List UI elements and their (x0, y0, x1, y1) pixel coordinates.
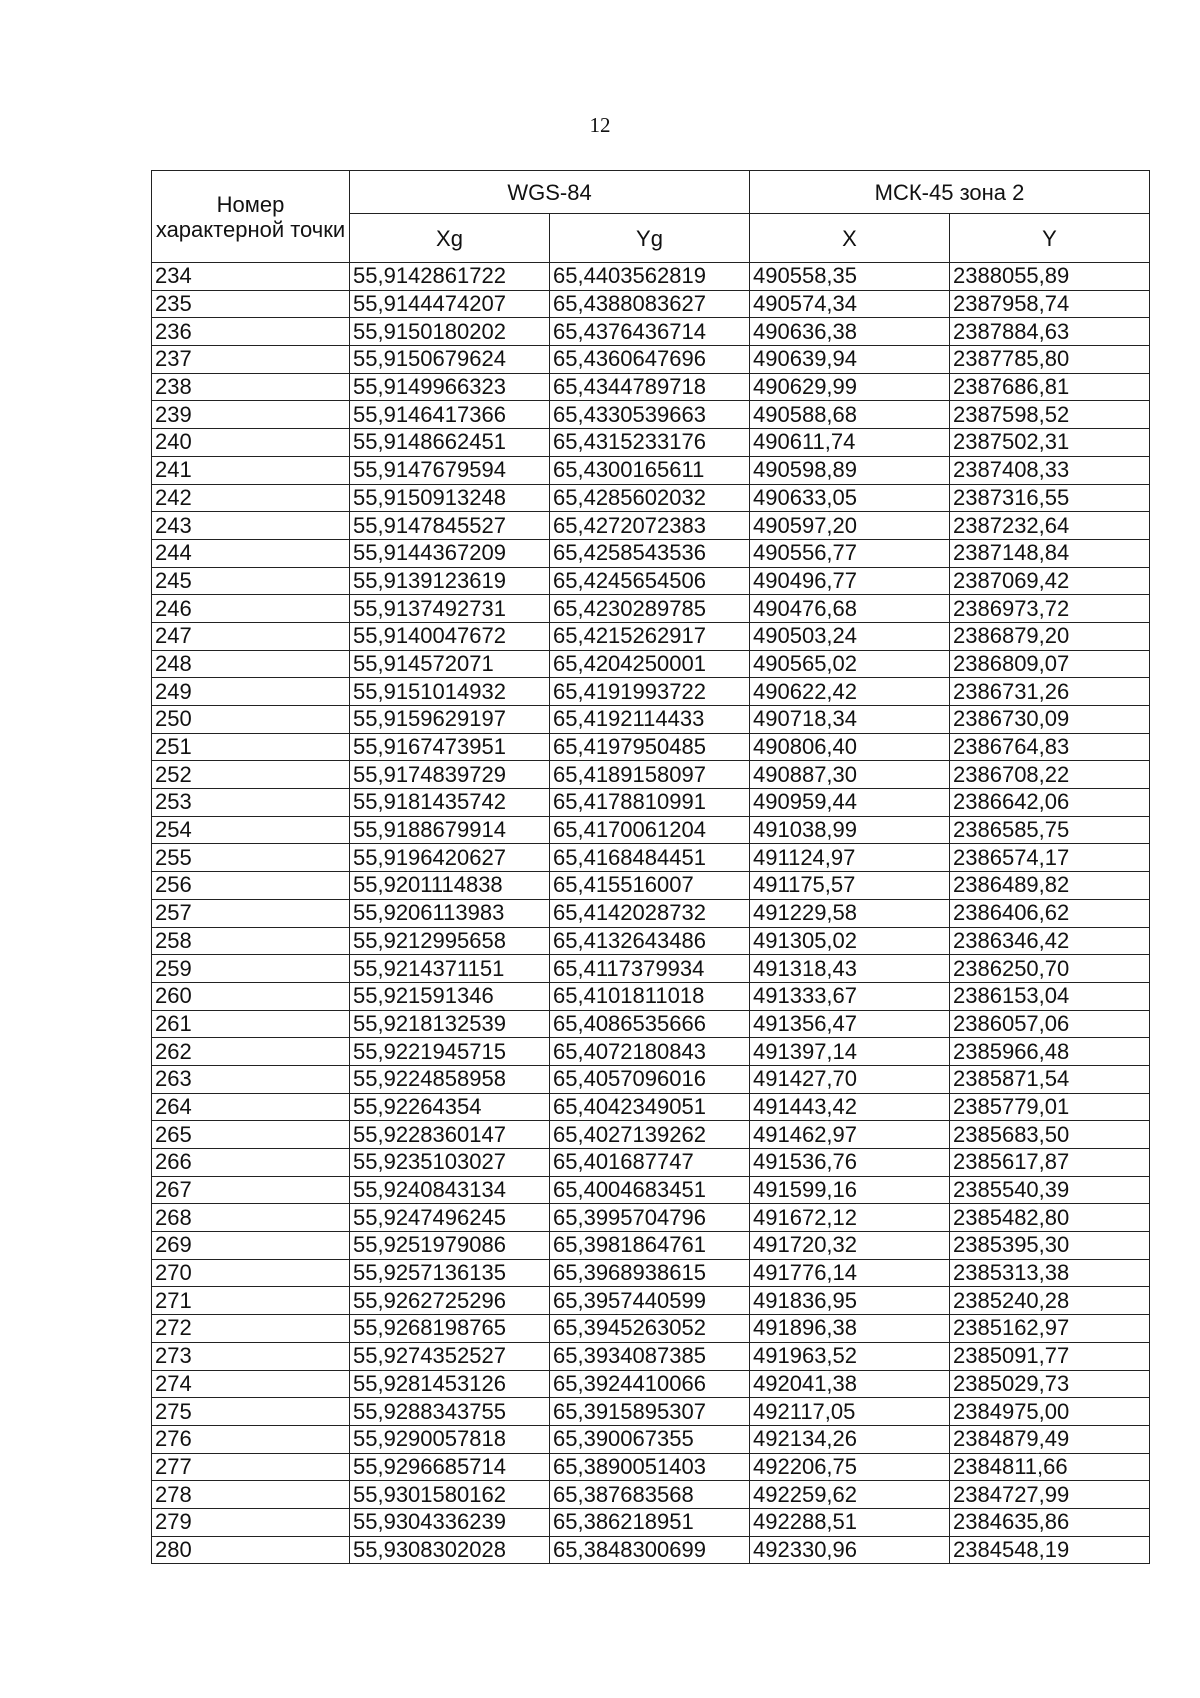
x-cell: 490629,99 (750, 373, 950, 401)
xg-cell: 55,9174839729 (350, 761, 550, 789)
table-row (152, 816, 1150, 844)
y-cell: 2387785,80 (950, 346, 1150, 374)
x-cell: 491175,57 (750, 872, 950, 900)
point-number-cell: 255 (152, 844, 350, 872)
table-row (152, 595, 1150, 623)
yg-cell: 65,4117379934 (550, 955, 750, 983)
yg-cell: 65,4344789718 (550, 373, 750, 401)
y-cell: 2385966,48 (950, 1038, 1150, 1066)
x-cell: 491672,12 (750, 1204, 950, 1232)
point-number-cell: 238 (152, 373, 350, 401)
table-row (152, 1342, 1150, 1370)
xg-cell: 55,9144474207 (350, 290, 550, 318)
table-row (152, 927, 1150, 955)
table-body (152, 263, 1150, 1564)
point-number-cell: 266 (152, 1149, 350, 1177)
yg-cell: 65,4142028732 (550, 899, 750, 927)
x-cell: 491776,14 (750, 1259, 950, 1287)
xg-cell: 55,9151014932 (350, 678, 550, 706)
xg-cell: 55,9281453126 (350, 1370, 550, 1398)
y-cell: 2385540,39 (950, 1176, 1150, 1204)
coordinates-table (151, 170, 1150, 1564)
xg-cell: 55,9228360147 (350, 1121, 550, 1149)
yg-cell: 65,4215262917 (550, 622, 750, 650)
xg-header: Xg (350, 214, 550, 263)
x-cell: 490496,77 (750, 567, 950, 595)
yg-cell: 65,4168484451 (550, 844, 750, 872)
y-cell: 2385871,54 (950, 1065, 1150, 1093)
xg-cell: 55,9140047672 (350, 622, 550, 650)
y-cell: 2385313,38 (950, 1259, 1150, 1287)
yg-cell: 65,4272072383 (550, 512, 750, 540)
point-number-cell: 278 (152, 1481, 350, 1509)
table-row (152, 1259, 1150, 1287)
yg-cell: 65,3934087385 (550, 1342, 750, 1370)
table-row (152, 982, 1150, 1010)
xg-cell: 55,9218132539 (350, 1010, 550, 1038)
table-row (152, 1370, 1150, 1398)
x-cell: 491305,02 (750, 927, 950, 955)
table-row (152, 761, 1150, 789)
y-cell: 2385617,87 (950, 1149, 1150, 1177)
yg-cell: 65,4245654506 (550, 567, 750, 595)
point-number-cell: 249 (152, 678, 350, 706)
point-number-cell: 275 (152, 1398, 350, 1426)
y-cell: 2386973,72 (950, 595, 1150, 623)
table-row (152, 512, 1150, 540)
table-row (152, 484, 1150, 512)
xg-cell: 55,9214371151 (350, 955, 550, 983)
point-number-cell: 264 (152, 1093, 350, 1121)
yg-cell: 65,3924410066 (550, 1370, 750, 1398)
xg-cell: 55,92264354 (350, 1093, 550, 1121)
table-row (152, 844, 1150, 872)
y-cell: 2386250,70 (950, 955, 1150, 983)
table-row (152, 539, 1150, 567)
table-row (152, 1093, 1150, 1121)
point-number-cell: 243 (152, 512, 350, 540)
yg-cell: 65,387683568 (550, 1481, 750, 1509)
xg-cell: 55,9167473951 (350, 733, 550, 761)
x-cell: 492288,51 (750, 1508, 950, 1536)
yg-header: Yg (550, 214, 750, 263)
x-cell: 491229,58 (750, 899, 950, 927)
yg-cell: 65,4042349051 (550, 1093, 750, 1121)
xg-cell: 55,9235103027 (350, 1149, 550, 1177)
yg-cell: 65,4189158097 (550, 761, 750, 789)
xg-cell: 55,921591346 (350, 982, 550, 1010)
y-cell: 2387232,64 (950, 512, 1150, 540)
y-cell: 2386708,22 (950, 761, 1150, 789)
point-number-cell: 271 (152, 1287, 350, 1315)
point-number-cell: 247 (152, 622, 350, 650)
table-row (152, 1453, 1150, 1481)
x-cell: 490503,24 (750, 622, 950, 650)
point-number-cell: 237 (152, 346, 350, 374)
point-number-cell: 248 (152, 650, 350, 678)
yg-cell: 65,4300165611 (550, 456, 750, 484)
y-cell: 2386731,26 (950, 678, 1150, 706)
y-cell: 2385482,80 (950, 1204, 1150, 1232)
yg-cell: 65,4230289785 (550, 595, 750, 623)
xg-cell: 55,9206113983 (350, 899, 550, 927)
y-cell: 2385240,28 (950, 1287, 1150, 1315)
point-number-cell: 257 (152, 899, 350, 927)
yg-cell: 65,4057096016 (550, 1065, 750, 1093)
point-number-cell: 239 (152, 401, 350, 429)
table-row (152, 789, 1150, 817)
yg-cell: 65,4072180843 (550, 1038, 750, 1066)
yg-cell: 65,3890051403 (550, 1453, 750, 1481)
x-cell: 490598,89 (750, 456, 950, 484)
x-cell: 491124,97 (750, 844, 950, 872)
table-row (152, 872, 1150, 900)
x-cell: 490556,77 (750, 539, 950, 567)
x-cell: 491462,97 (750, 1121, 950, 1149)
table-row (152, 401, 1150, 429)
point-number-cell: 258 (152, 927, 350, 955)
x-cell: 490639,94 (750, 346, 950, 374)
table-row (152, 429, 1150, 457)
point-number-cell: 241 (152, 456, 350, 484)
table-row (152, 1121, 1150, 1149)
y-cell: 2385162,97 (950, 1315, 1150, 1343)
y-cell: 2386585,75 (950, 816, 1150, 844)
point-number-cell: 236 (152, 318, 350, 346)
point-number-cell: 260 (152, 982, 350, 1010)
table-header (152, 171, 1150, 263)
table-row (152, 567, 1150, 595)
yg-cell: 65,4027139262 (550, 1121, 750, 1149)
y-cell: 2386809,07 (950, 650, 1150, 678)
xg-cell: 55,9268198765 (350, 1315, 550, 1343)
table-row (152, 290, 1150, 318)
table-row (152, 1398, 1150, 1426)
table-row (152, 263, 1150, 291)
xg-cell: 55,9137492731 (350, 595, 550, 623)
x-cell: 491443,42 (750, 1093, 950, 1121)
yg-cell: 65,3981864761 (550, 1232, 750, 1260)
xg-cell: 55,9150679624 (350, 346, 550, 374)
xg-cell: 55,9139123619 (350, 567, 550, 595)
point-number-cell: 242 (152, 484, 350, 512)
yg-cell: 65,4388083627 (550, 290, 750, 318)
table-row (152, 1315, 1150, 1343)
xg-cell: 55,9147845527 (350, 512, 550, 540)
yg-cell: 65,3957440599 (550, 1287, 750, 1315)
point-number-cell: 251 (152, 733, 350, 761)
xg-cell: 55,9148662451 (350, 429, 550, 457)
point-number-cell: 246 (152, 595, 350, 623)
xg-cell: 55,9274352527 (350, 1342, 550, 1370)
table-row (152, 678, 1150, 706)
table-row (152, 1065, 1150, 1093)
point-number-cell: 273 (152, 1342, 350, 1370)
table-row (152, 1204, 1150, 1232)
table-row (152, 1481, 1150, 1509)
yg-cell: 65,4004683451 (550, 1176, 750, 1204)
yg-cell: 65,4178810991 (550, 789, 750, 817)
x-cell: 490636,38 (750, 318, 950, 346)
point-number-cell: 235 (152, 290, 350, 318)
yg-cell: 65,3995704796 (550, 1204, 750, 1232)
xg-cell: 55,9304336239 (350, 1508, 550, 1536)
table-row (152, 622, 1150, 650)
xg-cell: 55,9251979086 (350, 1232, 550, 1260)
yg-cell: 65,4315233176 (550, 429, 750, 457)
x-cell: 490611,74 (750, 429, 950, 457)
x-cell: 492117,05 (750, 1398, 950, 1426)
point-number-cell: 263 (152, 1065, 350, 1093)
xg-cell: 55,9212995658 (350, 927, 550, 955)
y-cell: 2387686,81 (950, 373, 1150, 401)
x-cell: 490558,35 (750, 263, 950, 291)
y-cell: 2387884,63 (950, 318, 1150, 346)
point-number-cell: 268 (152, 1204, 350, 1232)
yg-cell: 65,4132643486 (550, 927, 750, 955)
point-number-cell: 279 (152, 1508, 350, 1536)
xg-cell: 55,9247496245 (350, 1204, 550, 1232)
x-cell: 491427,70 (750, 1065, 950, 1093)
x-cell: 492134,26 (750, 1425, 950, 1453)
x-cell: 490476,68 (750, 595, 950, 623)
x-cell: 491318,43 (750, 955, 950, 983)
yg-cell: 65,4403562819 (550, 263, 750, 291)
xg-cell: 55,9290057818 (350, 1425, 550, 1453)
point-number-cell: 262 (152, 1038, 350, 1066)
y-cell: 2387502,31 (950, 429, 1150, 457)
y-cell: 2386730,09 (950, 706, 1150, 734)
point-number-cell: 254 (152, 816, 350, 844)
y-cell: 2386764,83 (950, 733, 1150, 761)
y-cell: 2386879,20 (950, 622, 1150, 650)
table-row (152, 1425, 1150, 1453)
point-number-cell: 259 (152, 955, 350, 983)
point-number-cell: 267 (152, 1176, 350, 1204)
xg-cell: 55,9147679594 (350, 456, 550, 484)
y-cell: 2387958,74 (950, 290, 1150, 318)
x-cell: 491963,52 (750, 1342, 950, 1370)
point-number-cell: 269 (152, 1232, 350, 1260)
xg-cell: 55,9201114838 (350, 872, 550, 900)
point-number-cell: 280 (152, 1536, 350, 1564)
table-row (152, 1038, 1150, 1066)
y-cell: 2386057,06 (950, 1010, 1150, 1038)
x-cell: 492259,62 (750, 1481, 950, 1509)
yg-cell: 65,415516007 (550, 872, 750, 900)
x-cell: 491836,95 (750, 1287, 950, 1315)
yg-cell: 65,4376436714 (550, 318, 750, 346)
x-cell: 491536,76 (750, 1149, 950, 1177)
x-cell: 490887,30 (750, 761, 950, 789)
xg-cell: 55,9301580162 (350, 1481, 550, 1509)
xg-cell: 55,9149966323 (350, 373, 550, 401)
yg-cell: 65,4197950485 (550, 733, 750, 761)
yg-cell: 65,390067355 (550, 1425, 750, 1453)
y-cell: 2385683,50 (950, 1121, 1150, 1149)
xg-cell: 55,9196420627 (350, 844, 550, 872)
table-row (152, 373, 1150, 401)
table-row (152, 733, 1150, 761)
table-row (152, 1508, 1150, 1536)
x-cell: 492330,96 (750, 1536, 950, 1564)
y-cell: 2386346,42 (950, 927, 1150, 955)
xg-cell: 55,9296685714 (350, 1453, 550, 1481)
xg-cell: 55,9262725296 (350, 1287, 550, 1315)
y-cell: 2385091,77 (950, 1342, 1150, 1370)
y-cell: 2385395,30 (950, 1232, 1150, 1260)
x-cell: 492206,75 (750, 1453, 950, 1481)
xg-cell: 55,9150913248 (350, 484, 550, 512)
xg-cell: 55,9288343755 (350, 1398, 550, 1426)
table-row (152, 1149, 1150, 1177)
xg-cell: 55,9150180202 (350, 318, 550, 346)
page-number: 12 (589, 113, 611, 137)
yg-cell: 65,3915895307 (550, 1398, 750, 1426)
y-cell: 2385029,73 (950, 1370, 1150, 1398)
x-cell: 491333,67 (750, 982, 950, 1010)
y-cell: 2386574,17 (950, 844, 1150, 872)
yg-cell: 65,3945263052 (550, 1315, 750, 1343)
yg-cell: 65,4360647696 (550, 346, 750, 374)
x-cell: 491038,99 (750, 816, 950, 844)
x-cell: 491896,38 (750, 1315, 950, 1343)
point-number-cell: 252 (152, 761, 350, 789)
xg-cell: 55,9224858958 (350, 1065, 550, 1093)
x-cell: 490588,68 (750, 401, 950, 429)
y-cell: 2384635,86 (950, 1508, 1150, 1536)
table-row (152, 1010, 1150, 1038)
xg-cell: 55,9181435742 (350, 789, 550, 817)
yg-cell: 65,4101811018 (550, 982, 750, 1010)
point-number-cell: 277 (152, 1453, 350, 1481)
xg-cell: 55,9240843134 (350, 1176, 550, 1204)
point-number-cell: 245 (152, 567, 350, 595)
point-number-cell: 256 (152, 872, 350, 900)
point-number-cell: 265 (152, 1121, 350, 1149)
xg-cell: 55,9188679914 (350, 816, 550, 844)
yg-cell: 65,386218951 (550, 1508, 750, 1536)
x-cell: 490806,40 (750, 733, 950, 761)
y-cell: 2387408,33 (950, 456, 1150, 484)
xg-cell: 55,9144367209 (350, 539, 550, 567)
y-cell: 2386642,06 (950, 789, 1150, 817)
table-row (152, 318, 1150, 346)
x-cell: 490597,20 (750, 512, 950, 540)
x-cell: 490959,44 (750, 789, 950, 817)
msk45-group-header: МСК-45 зона 2 (750, 171, 1150, 214)
table-row (152, 706, 1150, 734)
x-cell: 490622,42 (750, 678, 950, 706)
yg-cell: 65,3968938615 (550, 1259, 750, 1287)
table-row (152, 346, 1150, 374)
point-number-header: Номер характерной точки (152, 171, 350, 263)
point-number-cell: 250 (152, 706, 350, 734)
x-cell: 491397,14 (750, 1038, 950, 1066)
y-cell: 2387069,42 (950, 567, 1150, 595)
table-row (152, 955, 1150, 983)
x-cell: 490565,02 (750, 650, 950, 678)
wgs84-group-header: WGS-84 (350, 171, 750, 214)
x-cell: 491720,32 (750, 1232, 950, 1260)
point-number-cell: 240 (152, 429, 350, 457)
y-cell: 2384975,00 (950, 1398, 1150, 1426)
xg-cell: 55,9308302028 (350, 1536, 550, 1564)
yg-cell: 65,401687747 (550, 1149, 750, 1177)
point-number-cell: 261 (152, 1010, 350, 1038)
yg-cell: 65,3848300699 (550, 1536, 750, 1564)
point-number-cell: 253 (152, 789, 350, 817)
yg-cell: 65,4191993722 (550, 678, 750, 706)
x-cell: 490574,34 (750, 290, 950, 318)
xg-cell: 55,9221945715 (350, 1038, 550, 1066)
yg-cell: 65,4086535666 (550, 1010, 750, 1038)
yg-cell: 65,4285602032 (550, 484, 750, 512)
y-cell: 2386153,04 (950, 982, 1150, 1010)
yg-cell: 65,4170061204 (550, 816, 750, 844)
table-row (152, 1287, 1150, 1315)
table-row (152, 1176, 1150, 1204)
x-header: X (750, 214, 950, 263)
y-cell: 2387148,84 (950, 539, 1150, 567)
yg-cell: 65,4258543536 (550, 539, 750, 567)
xg-cell: 55,9257136135 (350, 1259, 550, 1287)
xg-cell: 55,9142861722 (350, 263, 550, 291)
point-number-cell: 274 (152, 1370, 350, 1398)
x-cell: 490718,34 (750, 706, 950, 734)
yg-cell: 65,4192114433 (550, 706, 750, 734)
x-cell: 490633,05 (750, 484, 950, 512)
x-cell: 491599,16 (750, 1176, 950, 1204)
y-cell: 2384879,49 (950, 1425, 1150, 1453)
point-number-cell: 276 (152, 1425, 350, 1453)
y-cell: 2387316,55 (950, 484, 1150, 512)
table-row (152, 456, 1150, 484)
table-row (152, 650, 1150, 678)
y-cell: 2384727,99 (950, 1481, 1150, 1509)
y-cell: 2388055,89 (950, 263, 1150, 291)
table-row (152, 1536, 1150, 1564)
xg-cell: 55,914572071 (350, 650, 550, 678)
y-cell: 2386406,62 (950, 899, 1150, 927)
point-number-cell: 272 (152, 1315, 350, 1343)
table-row (152, 1232, 1150, 1260)
xg-cell: 55,9146417366 (350, 401, 550, 429)
y-header: Y (950, 214, 1150, 263)
y-cell: 2384548,19 (950, 1536, 1150, 1564)
point-number-cell: 270 (152, 1259, 350, 1287)
yg-cell: 65,4330539663 (550, 401, 750, 429)
y-cell: 2387598,52 (950, 401, 1150, 429)
point-number-cell: 244 (152, 539, 350, 567)
point-number-cell: 234 (152, 263, 350, 291)
y-cell: 2384811,66 (950, 1453, 1150, 1481)
xg-cell: 55,9159629197 (350, 706, 550, 734)
y-cell: 2385779,01 (950, 1093, 1150, 1121)
y-cell: 2386489,82 (950, 872, 1150, 900)
table-row (152, 899, 1150, 927)
x-cell: 492041,38 (750, 1370, 950, 1398)
x-cell: 491356,47 (750, 1010, 950, 1038)
yg-cell: 65,4204250001 (550, 650, 750, 678)
